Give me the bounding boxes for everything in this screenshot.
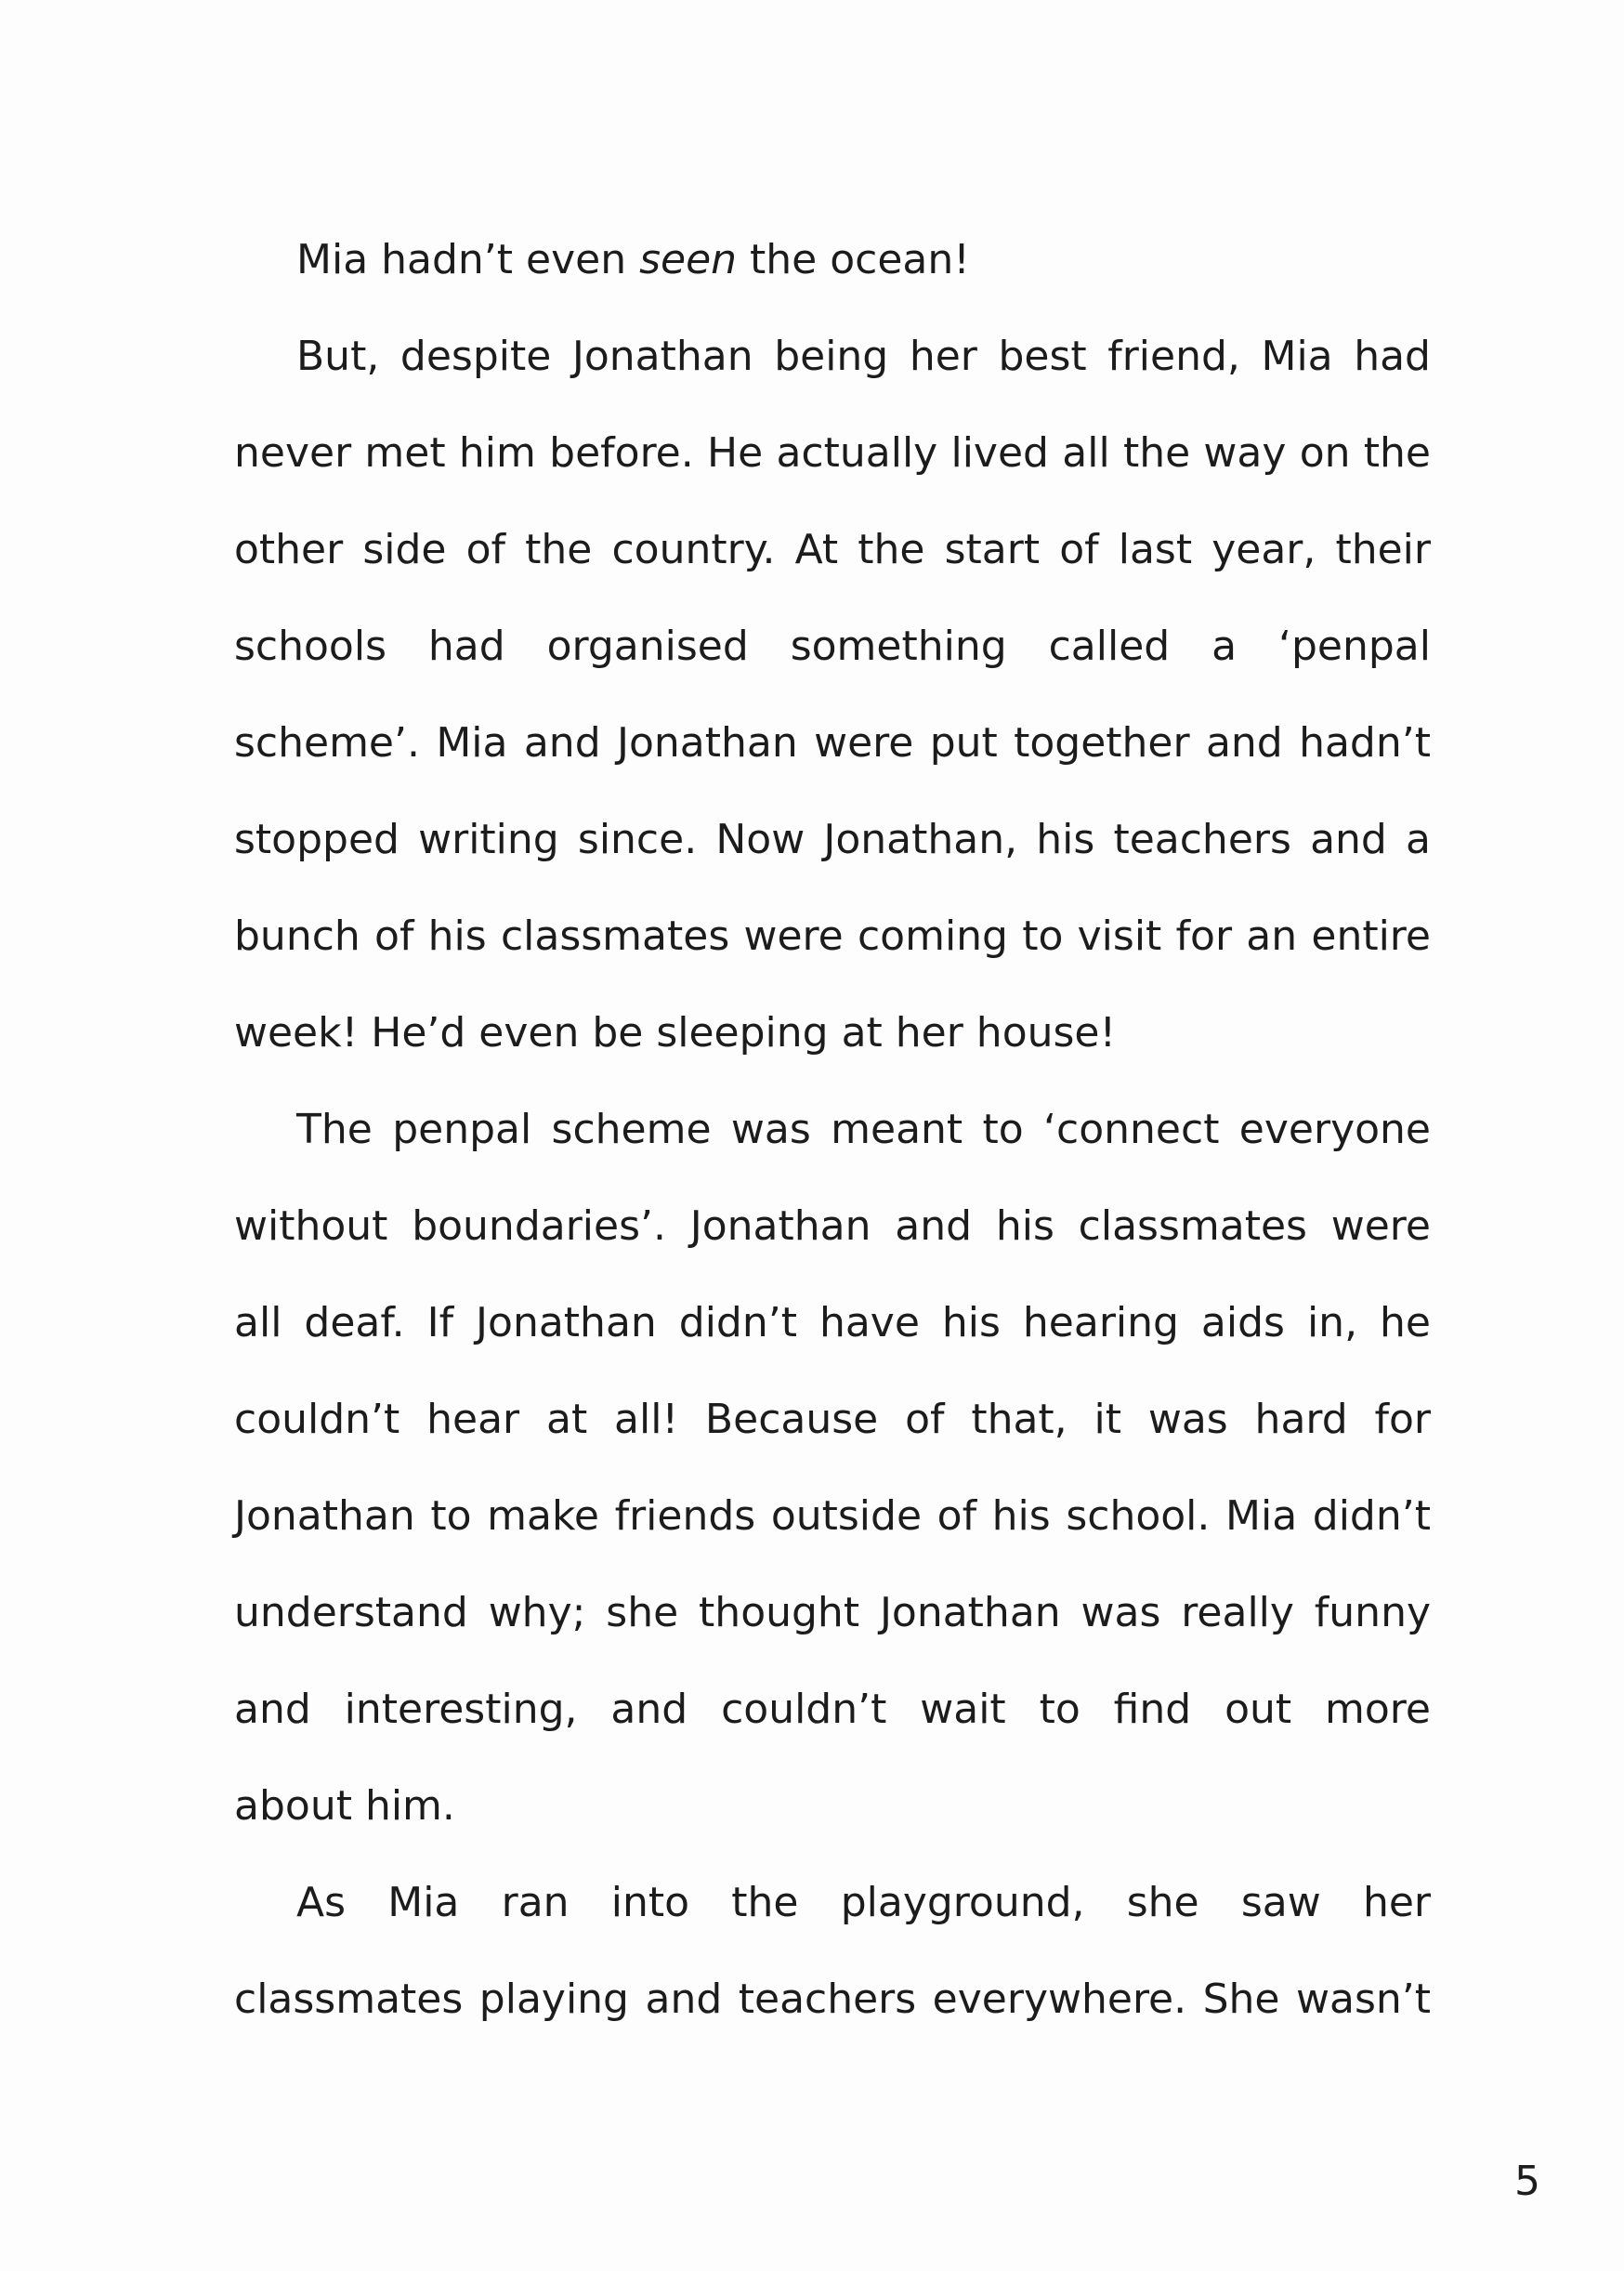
story-line-5: schools had organised something called a ‘penpal — [234, 623, 1431, 670]
story-line-2: But, despite Jonathan being her best friend, Mia had — [296, 333, 1431, 380]
story-line-11: without boundaries’. Jonathan and his classmates were — [234, 1202, 1431, 1250]
story-line-1-end: the ocean! — [737, 236, 970, 283]
story-line-9: week! He’d even be sleeping at her house! — [234, 1009, 1117, 1057]
story-line-1 — [234, 212, 1431, 308]
story-line-1-start: Mia hadn’t even — [296, 236, 640, 283]
story-line-7: stopped writing since. Now Jonathan, his teachers and a — [234, 816, 1431, 863]
story-line-17: about him. — [234, 1782, 455, 1830]
story-line-18: As Mia ran into the playground, she saw her — [296, 1879, 1431, 1926]
story-line-3: never met him before. He actually lived all the way on the — [234, 429, 1431, 477]
story-line-14: Jonathan to make friends outside of his school. Mia didn’t — [234, 1492, 1431, 1540]
story-line-8: bunch of his classmates were coming to visit for an entire — [234, 912, 1431, 960]
story-line-19: classmates playing and teachers everywhere. She wasn’t — [234, 1976, 1431, 2023]
story-text — [234, 212, 1431, 2048]
story-line-6: scheme’. Mia and Jonathan were put together and hadn’t — [234, 719, 1431, 767]
story-line-15: understand why; she thought Jonathan was really funny — [234, 1589, 1431, 1636]
story-line-12: all deaf. If Jonathan didn’t have his hearing aids in, he — [234, 1299, 1431, 1346]
story-line-1-emphasis: seen — [639, 236, 738, 283]
story-line-13: couldn’t hear at all! Because of that, it was hard for — [234, 1396, 1431, 1443]
story-line-16: and interesting, and couldn’t wait to find out more — [234, 1686, 1431, 1733]
story-line-10: The penpal scheme was meant to ‘connect everyone — [296, 1106, 1431, 1153]
story-line-4: other side of the country. At the start of last year, their — [234, 526, 1431, 573]
page-number: 5 — [1514, 2158, 1540, 2205]
